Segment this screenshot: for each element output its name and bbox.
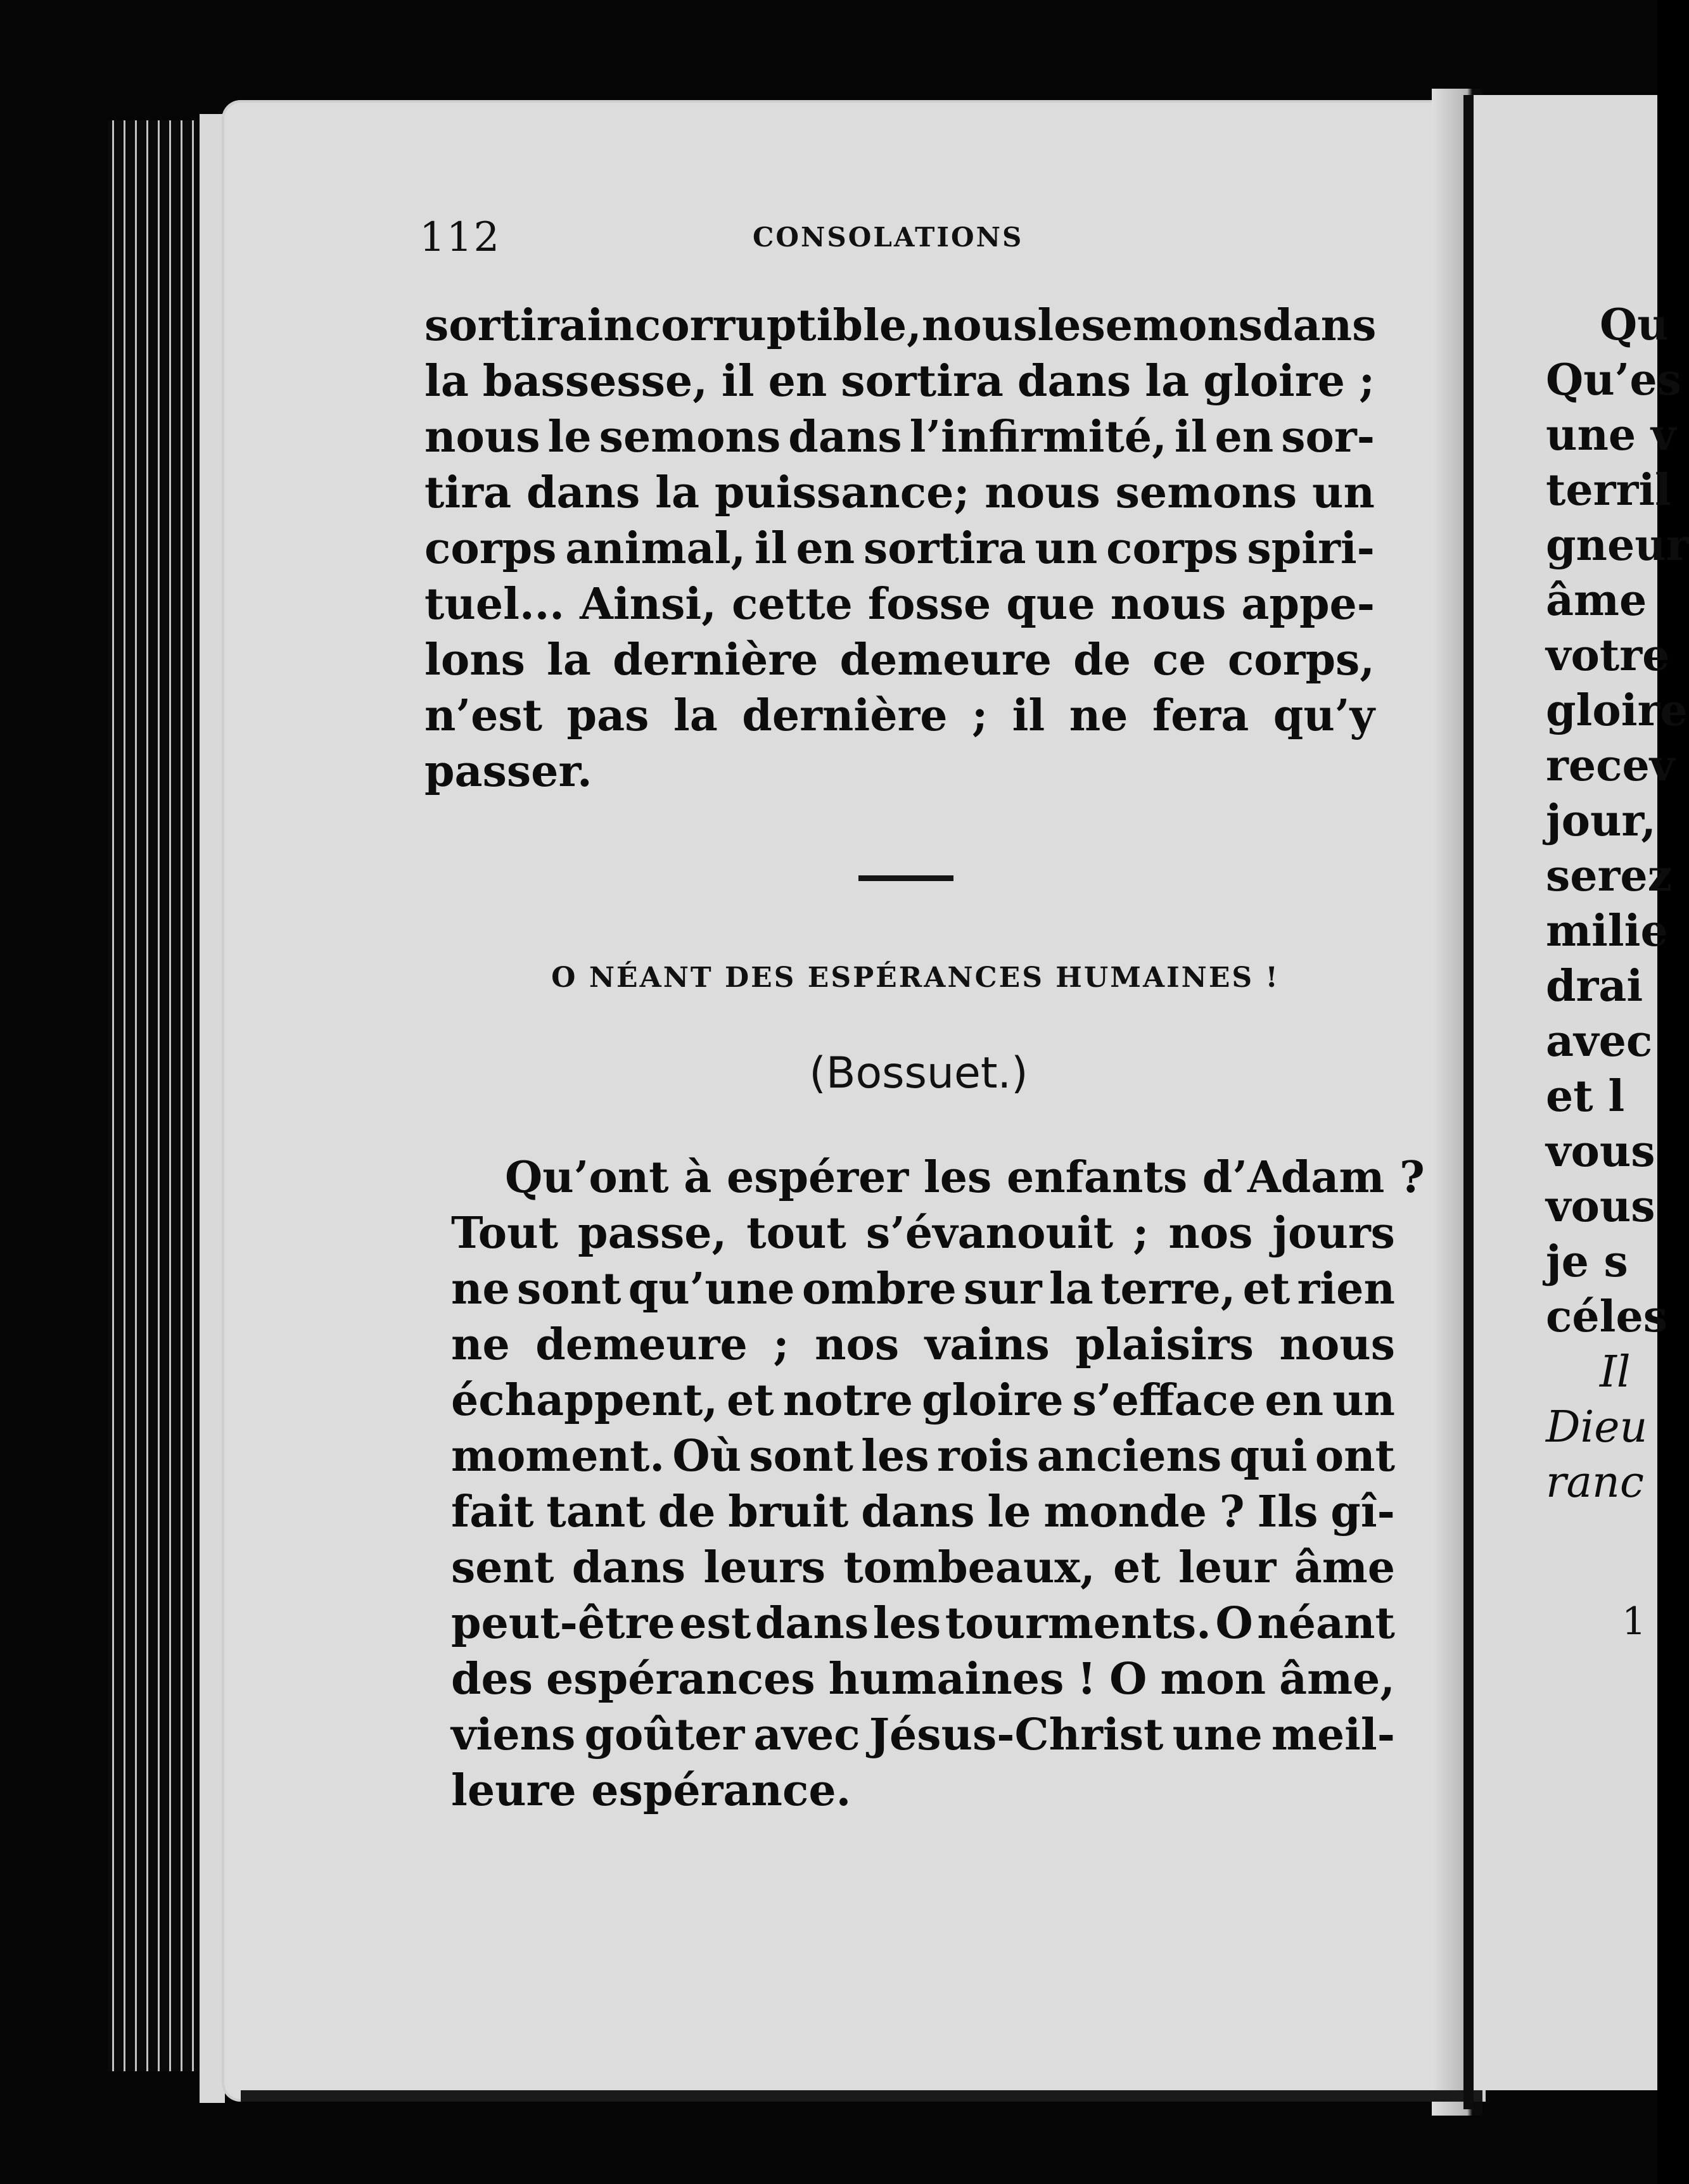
text-line: lons la dernière demeure de ce corps,	[424, 635, 1375, 685]
text-line: sortira incorruptible, nous le semons dans	[424, 300, 1377, 351]
page-edge-rim	[200, 114, 225, 2103]
text-line: sent dans leurs tombeaux, et leur âme	[451, 1542, 1395, 1593]
right-text-line: Il	[1600, 1347, 1631, 1397]
right-text-line: je s	[1546, 1236, 1628, 1287]
right-text-line: céles	[1546, 1292, 1668, 1342]
text-line: tira dans la puissance; nous semons un	[424, 467, 1375, 518]
right-text-line: gneur	[1546, 520, 1689, 571]
right-text-line: vous	[1546, 1126, 1655, 1177]
text-line: viens goûter avec Jésus-Christ une meil-	[451, 1710, 1395, 1760]
right-text-line: gloire	[1546, 685, 1688, 736]
text-line: échappent, et notre gloire s’efface en un	[451, 1375, 1395, 1426]
running-head	[419, 214, 1394, 265]
right-text-line: milie	[1546, 906, 1668, 956]
text-line: Qu’ont à espérer les enfants d’Adam ?	[505, 1152, 1425, 1203]
section-divider-rule	[858, 875, 953, 881]
right-text-line: avec	[1546, 1016, 1653, 1067]
text-line: la bassesse, il en sortira dans la gloire ;	[424, 356, 1375, 407]
text-line: corps animal, il en sortira un corps spiri-	[424, 523, 1375, 574]
right-text-line: vous	[1546, 1181, 1655, 1232]
right-text-line: drai	[1546, 961, 1643, 1012]
right-text-line: Dieu	[1546, 1402, 1648, 1452]
text-line: des espérances humaines ! O mon âme,	[451, 1654, 1395, 1705]
right-text-line: serez	[1546, 851, 1673, 901]
right-text-line: une v	[1546, 410, 1676, 460]
passage-bossuet	[451, 1150, 1425, 1819]
text-line: moment. Où sont les rois anciens qui ont	[451, 1431, 1395, 1482]
text-line: peut-être est dans les tourments. O néant	[451, 1598, 1395, 1649]
right-text-line: ranc	[1546, 1457, 1644, 1508]
right-text-line: Qu’es	[1546, 355, 1681, 405]
text-line: passer.	[424, 746, 592, 797]
text-line: leure espérance.	[451, 1765, 851, 1816]
text-line: tuel... Ainsi, cette fosse que nous appe-	[424, 579, 1375, 630]
page-divider	[1463, 95, 1474, 2109]
right-page-text	[1546, 298, 1689, 1510]
text-line: nous le semons dans l’infirmité, il en sor-	[424, 412, 1375, 462]
right-text-line: recev	[1546, 740, 1675, 791]
right-text-line: âme	[1546, 575, 1647, 626]
section-title: O NÉANT DES ESPÉRANCES HUMAINES !	[551, 962, 1280, 994]
right-footnote-marker: 1	[1622, 1599, 1647, 1644]
right-text-line: et l	[1546, 1071, 1625, 1122]
text-line: ne sont qu’une ombre sur la terre, et rien	[451, 1264, 1395, 1314]
page-bottom-shadow	[241, 2090, 1482, 2102]
running-title: CONSOLATIONS	[753, 222, 1024, 253]
text-line: fait tant de bruit dans le monde ? Ils gî-	[451, 1487, 1395, 1537]
section-author: (Bossuet.)	[809, 1048, 1028, 1098]
text-line: Tout passe, tout s’évanouit ; nos jours	[451, 1208, 1395, 1259]
right-text-line: votre	[1546, 630, 1670, 681]
text-line: ne demeure ; nos vains plaisirs nous	[451, 1319, 1395, 1370]
right-text-line: jour,	[1546, 796, 1656, 846]
page-number: 112	[419, 214, 501, 261]
right-text-line: Qu	[1600, 300, 1669, 350]
right-text-line: terril	[1546, 465, 1671, 516]
passage-continued	[424, 298, 1375, 799]
text-line: n’est pas la dernière ; il ne fera qu’y	[424, 690, 1375, 741]
